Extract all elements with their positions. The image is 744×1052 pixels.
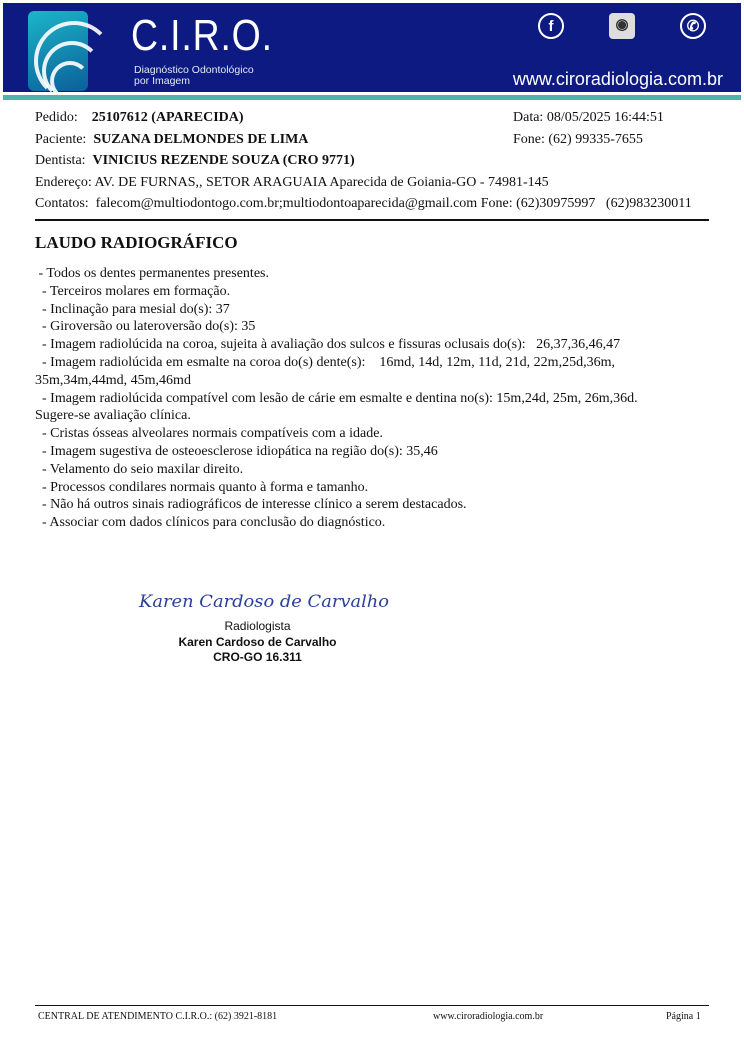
finding-line: - Velamento do seio maxilar direito. (35, 461, 244, 477)
finding-line: 35m,34m,44md, 45m,46md (35, 372, 191, 388)
patient-phone: Fone: (62) 99335-7655 (513, 132, 643, 147)
finding-line: - Terceiros molares em formação. (35, 283, 231, 299)
brand-name: C.I.R.O. (131, 11, 273, 60)
website-link[interactable]: www.ciroradiologia.com.br (512, 69, 723, 89)
header-banner (3, 3, 741, 92)
finding-line: - Todos os dentes permanentes presentes. (35, 266, 269, 281)
finding-line: - Processos condilares normais quanto à forma e tamanho. (35, 479, 369, 495)
signature-cro: CRO-GO 16.311 (213, 650, 302, 664)
teal-divider (3, 95, 741, 100)
finding-line: - Associar com dados clínicos para conclusão do diagnóstico. (35, 515, 386, 531)
footer-website: www.ciroradiologia.com.br (433, 1011, 544, 1022)
finding-line: - Inclinação para mesial do(s): 37 (35, 301, 230, 317)
finding-line: - Giroversão ou lateroversão do(s): 35 (35, 319, 256, 335)
finding-line: - Não há outros sinais radiográficos de interesse clínico a serem destacados. (35, 497, 467, 513)
address-row: Endereço: AV. DE FURNAS,, SETOR ARAGUAIA Aparecida de Goiania-GO - 74981-145 (35, 175, 549, 190)
patient-row: Paciente: SUZANA DELMONDES DE LIMA (35, 132, 309, 147)
divider (35, 219, 709, 221)
instagram-icon[interactable]: ◉ (609, 13, 635, 39)
finding-line: - Imagem radiolúcida na coroa, sujeita à avaliação dos sulcos e fissuras oclusais do(s): 26,37,36,46,47 (35, 337, 621, 353)
finding-line: - Cristas ósseas alveolares normais compatíveis com a idade. (35, 426, 383, 442)
facebook-icon[interactable]: f (538, 13, 564, 39)
brand-subtitle: Diagnóstico Odontológico por Imagem (134, 64, 254, 87)
finding-line: - Imagem sugestiva de osteoesclerose idiopática na região do(s): 35,46 (35, 443, 438, 459)
contacts-row: Contatos: falecom@multiodontogo.com.br;multiodontoaparecida@gmail.com Fone: (62)30975997 (62)983230011 (35, 196, 692, 211)
whatsapp-icon[interactable]: ✆ (680, 13, 706, 39)
footer-central: CENTRAL DE ATENDIMENTO C.I.R.O.: (62) 3921-8181 (38, 1011, 278, 1022)
report-date: Data: 08/05/2025 16:44:51 (513, 110, 664, 125)
signature-image: Karen Cardoso de Carvalho (139, 592, 390, 612)
signature-role: Radiologista (224, 619, 291, 633)
dentist-row: Dentista: VINICIUS REZENDE SOUZA (CRO 9771) (35, 153, 355, 168)
finding-line: - Imagem radiolúcida em esmalte na coroa do(s) dente(s): 16md, 14d, 12m, 11d, 21d, 22m,25d,36m, (35, 354, 615, 370)
report-title: LAUDO RADIOGRÁFICO (35, 233, 238, 252)
pedido-row: Pedido: 25107612 (APARECIDA) (35, 110, 244, 125)
signature-name: Karen Cardoso de Carvalho (178, 635, 337, 649)
finding-line: Sugere-se avaliação clínica. (35, 408, 191, 424)
footer-page: Página 1 (666, 1011, 701, 1022)
finding-line: - Imagem radiolúcida compatível com lesão de cárie em esmalte e dentina no(s): 15m,24d, 25m, 26m,36d. (35, 390, 638, 406)
report-findings (35, 265, 638, 532)
footer-divider (35, 1005, 709, 1006)
ciro-logo-icon (28, 11, 88, 91)
